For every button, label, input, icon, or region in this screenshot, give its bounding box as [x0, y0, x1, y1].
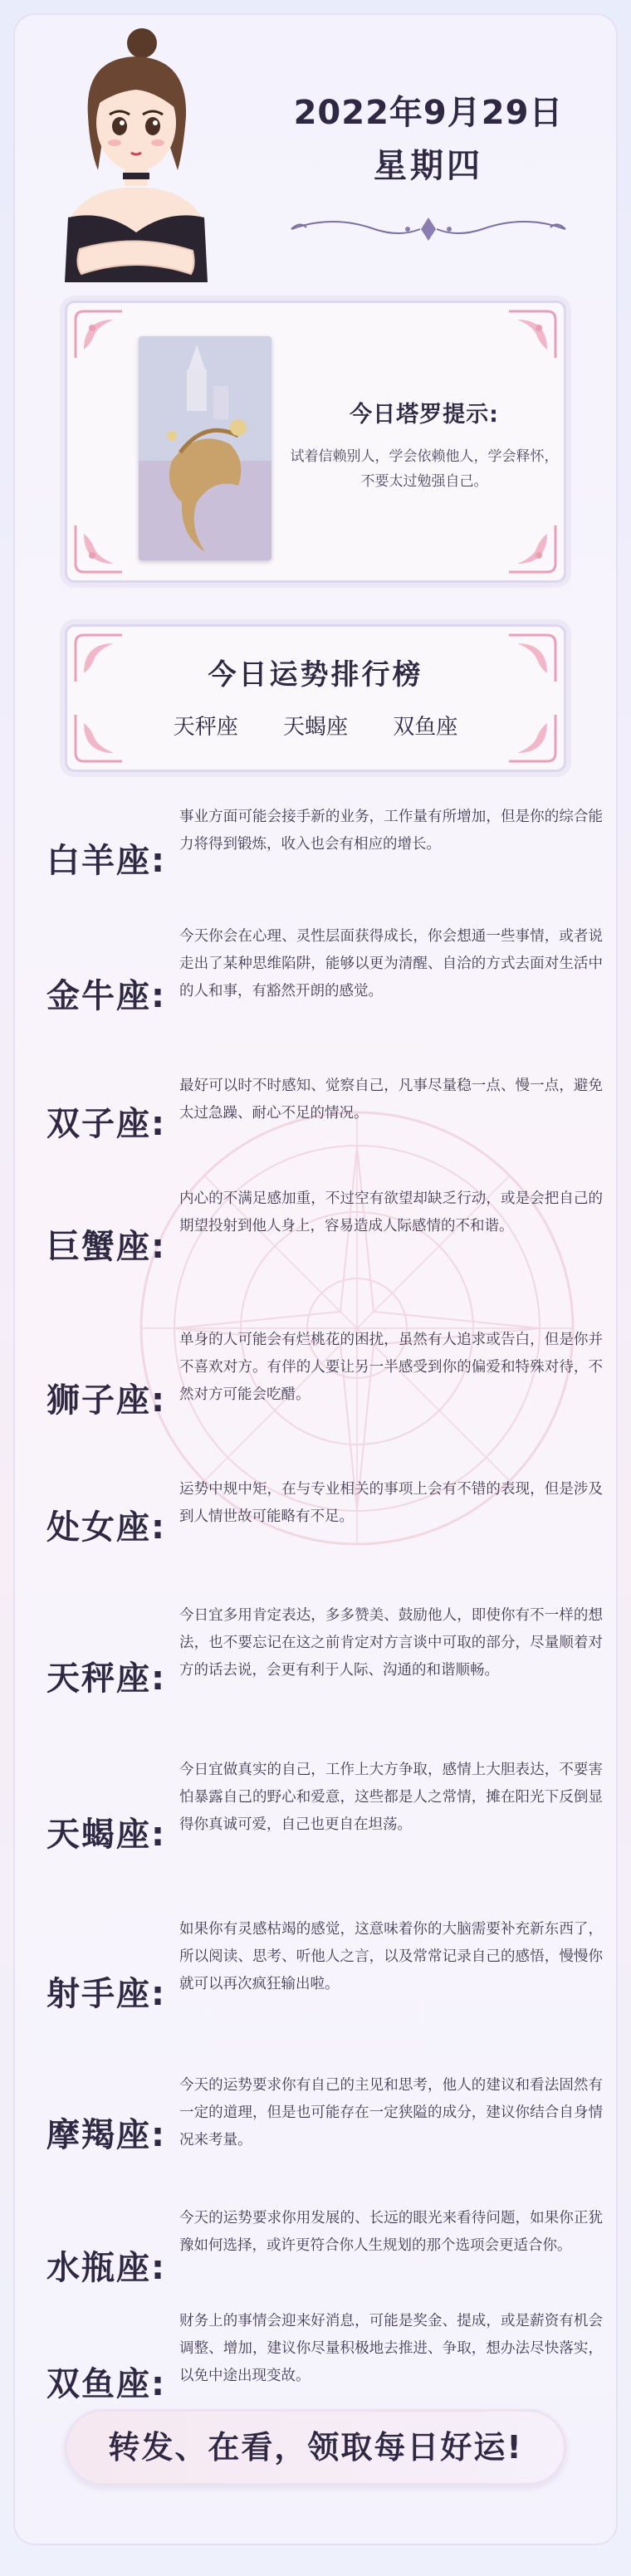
- zodiac-text: 内心的不满足感加重，不过空有欲望却缺乏行动，或是会把自己的期望投射到他人身上，容易造成人际感情的不和谐。: [179, 1190, 603, 1234]
- tarot-card-image: [139, 336, 271, 560]
- corner-ornament-icon: [501, 308, 559, 366]
- ranking-card: [65, 624, 566, 772]
- zodiac-text: 最好可以时不时感知、觉察自己，凡事尽量稳一点、慢一点，避免太过急躁、耐心不足的情况。: [179, 1078, 603, 1122]
- ranking-sign-3: 双鱼座: [393, 715, 458, 740]
- zodiac-text: 今天的运势要求你有自己的主见和思考，他人的建议和看法固然有一定的道理，但是也可能存在一定狭隘的成分，建议你结合自身情况来考量。: [179, 2077, 603, 2148]
- zodiac-name: 天秤座:: [46, 1659, 166, 1698]
- tarot-hint-card: [65, 301, 566, 583]
- zodiac-name: 巨蟹座:: [46, 1228, 166, 1266]
- zodiac-text: 财务上的事情会迎来好消息，可能是奖金、提成，或是薪资有机会调整、增加，建议你尽量积极地去推进、争取，想办法尽快落实，以免中途出现变故。: [179, 2313, 603, 2384]
- date-title: 2022年9月29日: [293, 94, 564, 132]
- zodiac-name: 摩羯座:: [46, 2116, 166, 2154]
- share-cta-button[interactable]: 转发、在看，领取每日好运!: [65, 2409, 566, 2486]
- zodiac-name: 处女座:: [46, 1508, 166, 1547]
- zodiac-name: 水瓶座:: [46, 2249, 166, 2287]
- corner-ornament-icon: [501, 517, 559, 575]
- zodiac-text: 今日宜做真实的自己，工作上大方争取，感情上大胆表达，不要害怕暴露自己的野心和爱意，这些都是人之常情，摊在阳光下反倒显得你真诚可爱，自己也更自在坦荡。: [179, 1762, 603, 1833]
- corner-ornament-icon: [72, 308, 130, 366]
- girl-avatar-illustration: [38, 25, 229, 282]
- zodiac-text: 单身的人可能会有烂桃花的困扰，虽然有人追求或告白，但是你并不喜欢对方。有伴的人要让另一半感受到你的偏爱和特殊对待，不然对方可能会吃醋。: [179, 1332, 603, 1403]
- ranking-signs: [67, 710, 564, 741]
- zodiac-text: 今天的运势要求你用发展的、长远的眼光来看待问题，如果你正犹豫如何选择，或许更符合你人生规划的那个选项会更适合你。: [179, 2210, 603, 2254]
- zodiac-name: 金牛座:: [46, 977, 166, 1015]
- weekday-title: 星期四: [374, 147, 483, 185]
- zodiac-name: 狮子座:: [46, 1381, 166, 1420]
- zodiac-name: 白羊座:: [46, 842, 166, 880]
- zodiac-name: 天蝎座:: [46, 1816, 166, 1854]
- zodiac-text: 运势中规中矩，在与专业相关的事项上会有不错的表现，但是涉及到人情世故可能略有不足。: [179, 1481, 603, 1525]
- zodiac-text: 今天你会在心理、灵性层面获得成长，你会想通一些事情，或者说走出了某种思维陷阱，能够以更为清醒、自洽的方式去面对生活中的人和事，有豁然开朗的感觉。: [179, 928, 603, 1000]
- tarot-text: 试着信赖别人，学会依赖他人，学会释怀，不要太过勉强自己。: [290, 448, 559, 490]
- zodiac-text: 如果你有灵感枯竭的感觉，这意味着你的大脑需要补充新东西了，所以阅读、思考、听他人之言，以及常常记录自己的感悟，慢慢你就可以再次疯狂输出啦。: [179, 1921, 603, 1992]
- zodiac-name: 射手座:: [46, 1975, 166, 2013]
- ranking-title: 今日运势排行榜: [208, 658, 423, 692]
- zodiac-text: 今日宜多用肯定表达，多多赞美、鼓励他人，即使你有不一样的想法，也不要忘记在这之前肯定对方言谈中可取的部分，尽量顺着对方的话去说，会更有利于人际、沟通的和谐顺畅。: [179, 1607, 603, 1679]
- ranking-sign-1: 天秤座: [173, 715, 238, 740]
- corner-ornament-icon: [72, 517, 130, 575]
- zodiac-name: 双鱼座:: [46, 2365, 166, 2403]
- zodiac-name: 双子座:: [46, 1105, 166, 1143]
- header: [13, 13, 618, 279]
- tarot-heading: 今日塔罗提示:: [350, 402, 499, 428]
- ranking-sign-2: 天蝎座: [282, 715, 348, 740]
- ornament-divider: [283, 213, 574, 246]
- zodiac-text: 事业方面可能会接手新的业务，工作量有所增加，但是你的综合能力将得到锻炼，收入也会有相应的增长。: [179, 809, 603, 853]
